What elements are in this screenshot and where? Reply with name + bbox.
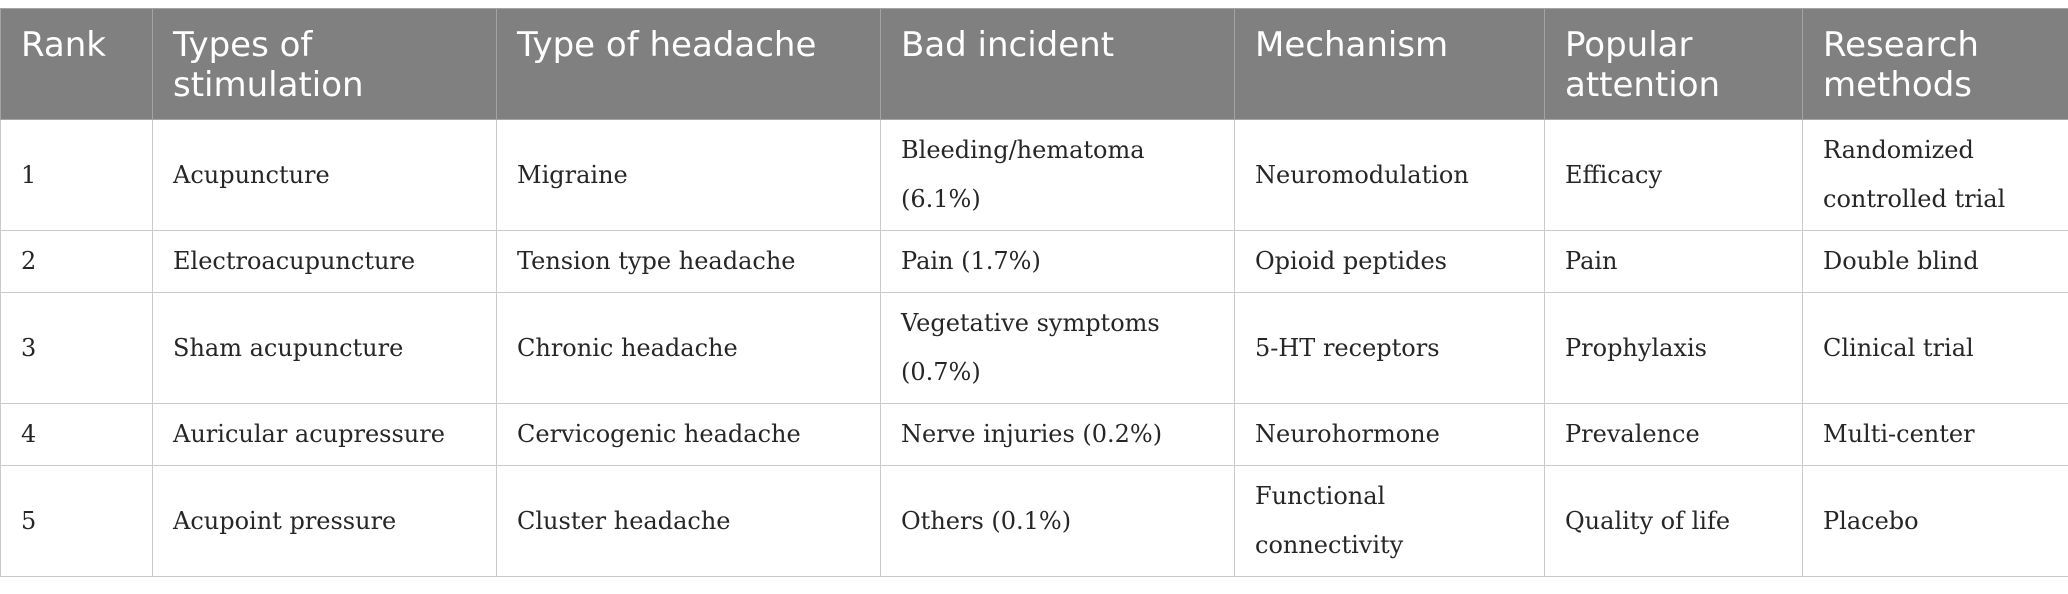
header-mechanism: Mechanism xyxy=(1235,9,1545,120)
cell-popular-attention: Efficacy xyxy=(1545,120,1803,231)
header-row xyxy=(1,9,2068,120)
cell-headache-type: Cervicogenic headache xyxy=(497,404,881,466)
table-row xyxy=(1,231,2068,293)
cell-headache-type: Chronic headache xyxy=(497,293,881,404)
cell-popular-attention: Pain xyxy=(1545,231,1803,293)
cell-bad-incident: Bleeding/hematoma (6.1%) xyxy=(881,120,1235,231)
cell-stimulation: Electroacupuncture xyxy=(153,231,497,293)
cell-research-method: Double blind xyxy=(1803,231,2068,293)
table-row xyxy=(1,120,2068,231)
cell-headache-type: Migraine xyxy=(497,120,881,231)
header-popular-attention: Popular attention xyxy=(1545,9,1803,120)
cell-rank: 1 xyxy=(1,120,153,231)
cell-rank: 4 xyxy=(1,404,153,466)
header-research-methods: Research methods xyxy=(1803,9,2068,120)
cell-popular-attention: Prevalence xyxy=(1545,404,1803,466)
cell-research-method: Clinical trial xyxy=(1803,293,2068,404)
table-row xyxy=(1,404,2068,466)
cell-stimulation: Acupoint pressure xyxy=(153,466,497,577)
table-row xyxy=(1,293,2068,404)
header-types-of-stimulation: Types of stimulation xyxy=(153,9,497,120)
cell-rank: 3 xyxy=(1,293,153,404)
cell-headache-type: Tension type headache xyxy=(497,231,881,293)
cell-mechanism: Opioid peptides xyxy=(1235,231,1545,293)
cell-bad-incident: Nerve injuries (0.2%) xyxy=(881,404,1235,466)
cell-mechanism: 5-HT receptors xyxy=(1235,293,1545,404)
cell-research-method: Placebo xyxy=(1803,466,2068,577)
header-type-of-headache: Type of headache xyxy=(497,9,881,120)
table-row xyxy=(1,466,2068,577)
table-header xyxy=(1,9,2068,120)
cell-stimulation: Acupuncture xyxy=(153,120,497,231)
table-container xyxy=(0,8,2068,577)
cell-rank: 2 xyxy=(1,231,153,293)
cell-headache-type: Cluster headache xyxy=(497,466,881,577)
cell-popular-attention: Prophylaxis xyxy=(1545,293,1803,404)
cell-bad-incident: Others (0.1%) xyxy=(881,466,1235,577)
cell-stimulation: Auricular acupressure xyxy=(153,404,497,466)
cell-bad-incident: Vegetative symptoms (0.7%) xyxy=(881,293,1235,404)
cell-popular-attention: Quality of life xyxy=(1545,466,1803,577)
cell-mechanism: Functional connectivity xyxy=(1235,466,1545,577)
cell-mechanism: Neurohormone xyxy=(1235,404,1545,466)
cell-research-method: Multi-center xyxy=(1803,404,2068,466)
cell-bad-incident: Pain (1.7%) xyxy=(881,231,1235,293)
table-body xyxy=(1,120,2068,577)
header-rank: Rank xyxy=(1,9,153,120)
ranking-table xyxy=(0,8,2068,577)
cell-research-method: Randomized controlled trial xyxy=(1803,120,2068,231)
cell-rank: 5 xyxy=(1,466,153,577)
cell-stimulation: Sham acupuncture xyxy=(153,293,497,404)
cell-mechanism: Neuromodulation xyxy=(1235,120,1545,231)
header-bad-incident: Bad incident xyxy=(881,9,1235,120)
